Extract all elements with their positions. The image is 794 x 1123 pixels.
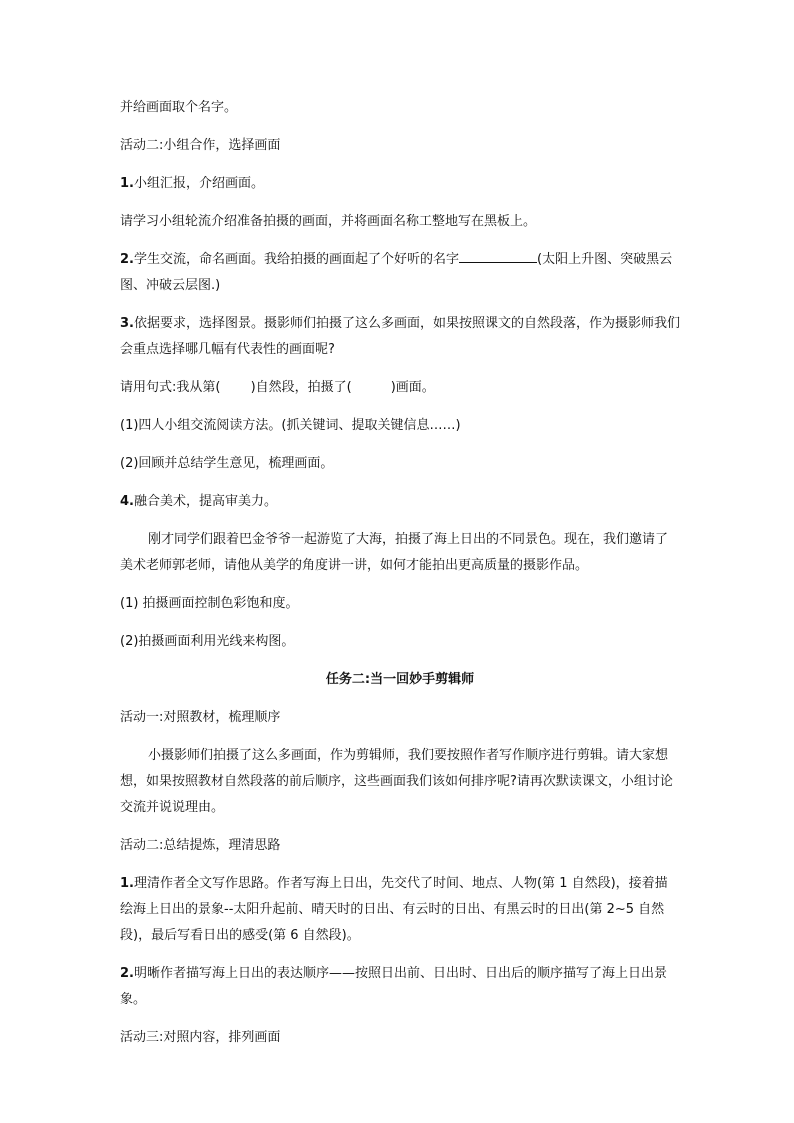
step-text: 理清作者全文写作思路。作者写海上日出，先交代了时间、地点、人物(第 1 自然段)，接着描绘海上日出的景象--太阳升起前、晴天时的日出、有云时的日出、有黑云时的日出(第 2~5 自然段)，最后写看日出的感受(第 6 自然段)。 <box>120 876 668 943</box>
document-page <box>120 95 680 1063</box>
step-text-examples: (太阳上升图、突破黑云图、冲破云层图.) <box>120 252 673 293</box>
step-number: 2. <box>120 966 134 981</box>
activity-two-summary-title: 活动二:总结提炼，理清思路 <box>120 838 281 853</box>
sub-item-2: (2)回顾并总结学生意见，梳理画面。 <box>120 456 334 471</box>
step-number: 1. <box>120 876 134 891</box>
step-text: 学生交流，命名画面。我给拍摄的画面起了个好听的名字 <box>133 252 459 267</box>
activity-two-title: 活动二:小组合作，选择画面 <box>120 138 281 153</box>
activity-three-title: 活动三:对照内容，排列画面 <box>120 1030 281 1045</box>
sub-item-saturation: (1) 拍摄画面控制色彩饱和度。 <box>120 596 299 611</box>
step-number: 4. <box>120 494 134 509</box>
step-2 <box>120 247 680 299</box>
step-number: 3. <box>120 316 134 331</box>
step-text: 小组汇报，介绍画面。 <box>133 176 264 191</box>
paragraph-group-intro: 请学习小组轮流介绍准备拍摄的画面，并将画面名称工整地写在黑板上。 <box>120 214 537 229</box>
step-text: 明晰作者描写海上日出的表达顺序——按照日出前、日出时、日出后的顺序描写了海上日出景象。 <box>120 966 667 1007</box>
sub-item-1: (1)四人小组交流阅读方法。(抓关键词、提取关键信息……) <box>120 418 461 433</box>
task-two-heading: 任务二:当一回妙手剪辑师 <box>325 672 475 687</box>
step-text: 依据要求，选择图景。摄影师们拍摄了这么多画面，如果按照课文的自然段落，作为摄影师我们会重点选择哪几幅有代表性的画面呢? <box>120 316 680 357</box>
paragraph-editor: 小摄影师们拍摄了这么多画面，作为剪辑师，我们要按照作者写作顺序进行剪辑。请大家想想，如果按照教材自然段落的前后顺序，这些画面我们该如何排序呢?请再次默读课文，小组讨论交流并说说理由。 <box>120 748 673 815</box>
step-number: 2. <box>120 252 134 267</box>
step-4 <box>120 489 680 515</box>
step-number: 1. <box>120 176 134 191</box>
activity-one-title: 活动一:对照教材，梳理顺序 <box>120 710 281 725</box>
paragraph-intro: 并给画面取个名字。 <box>120 100 238 115</box>
step-text: 融合美术，提高审美力。 <box>133 494 277 509</box>
step-1 <box>120 171 680 197</box>
sub-item-lighting: (2)拍摄画面利用光线来构图。 <box>120 634 295 649</box>
step-3 <box>120 311 680 363</box>
summary-step-1 <box>120 871 680 949</box>
summary-step-2 <box>120 961 680 1013</box>
fill-in-blank <box>459 248 537 263</box>
sentence-pattern: 请用句式:我从第( )自然段，拍摄了( )画面。 <box>120 380 435 395</box>
paragraph-art-teacher: 刚才同学们跟着巴金爷爷一起游览了大海，拍摄了海上日出的不同景色。现在，我们邀请了美术老师郭老师，请他从美学的角度讲一讲，如何才能拍出更高质量的摄影作品。 <box>120 532 669 573</box>
